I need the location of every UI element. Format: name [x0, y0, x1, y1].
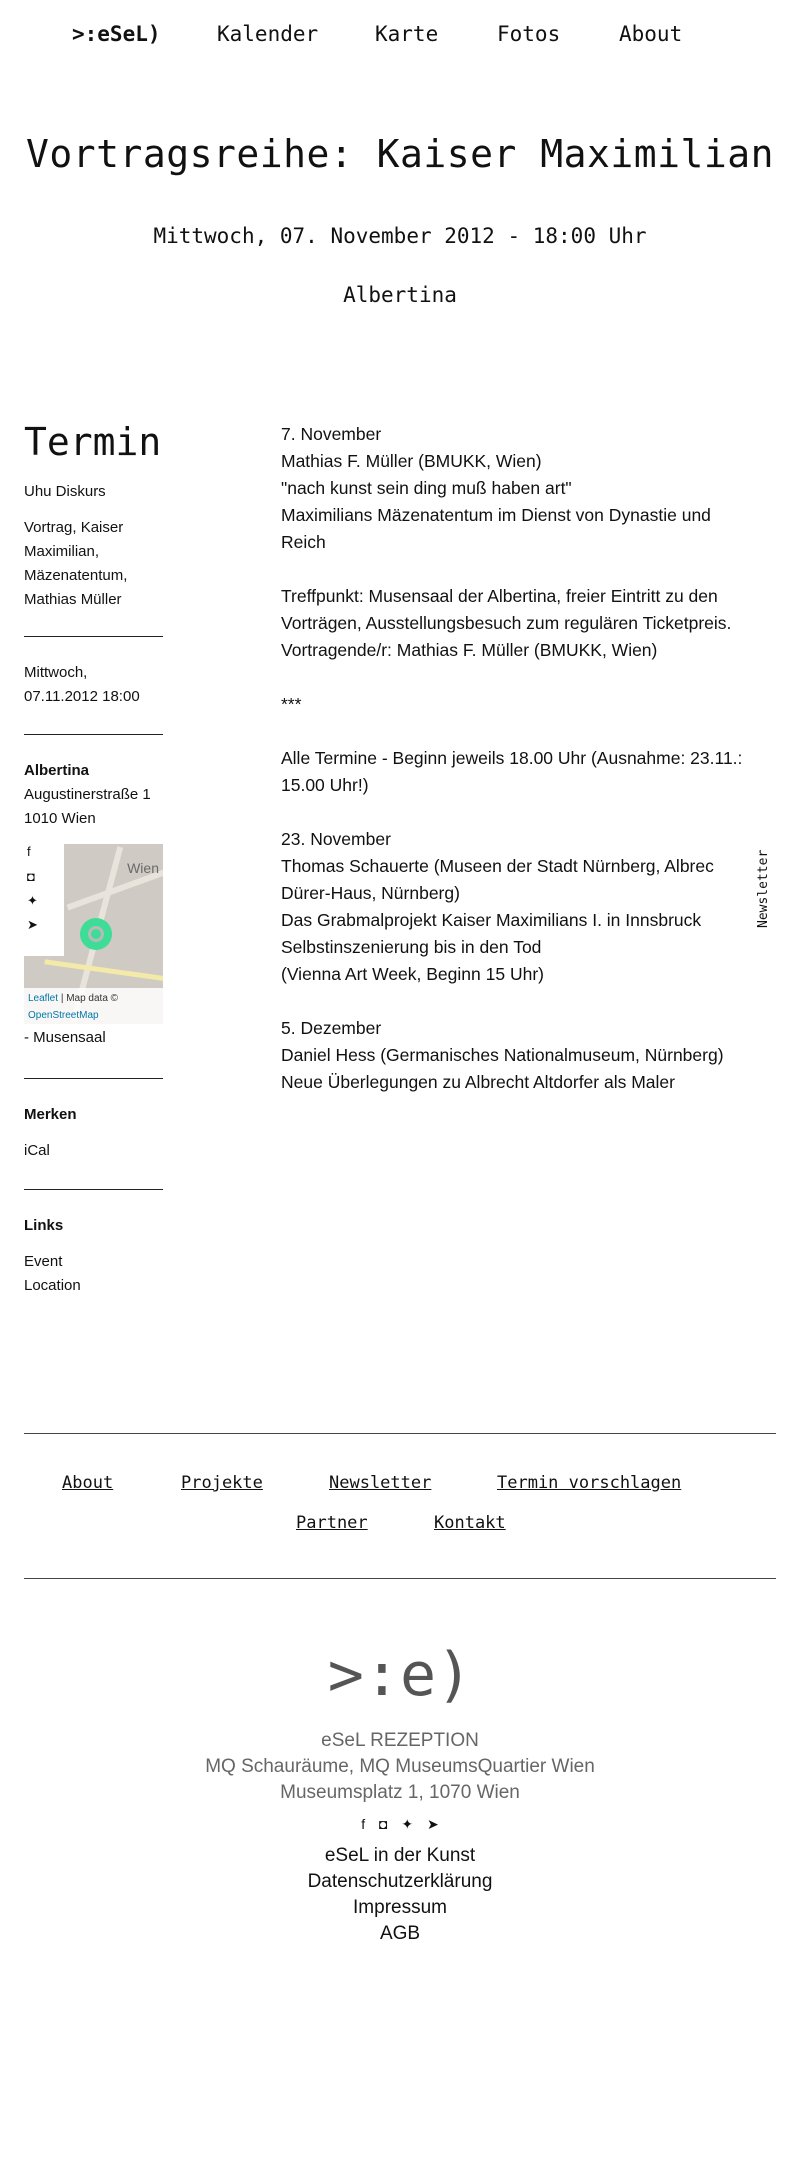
nav-item-fotos[interactable]: Fotos [497, 22, 561, 46]
facebook-icon[interactable]: f [361, 1816, 366, 1832]
footer-link-projekte[interactable]: Projekte [181, 1473, 263, 1493]
telegram-icon[interactable]: ➤ [427, 1816, 439, 1832]
map-data-text: | Map data © [60, 993, 119, 1004]
newsletter-tab-label[interactable]: Newsletter [756, 849, 771, 928]
description-line: "nach kunst sein ding muß haben art" [281, 478, 572, 498]
room-label: - Musensaal [24, 1029, 106, 1046]
description-line: Reich [281, 532, 326, 552]
address-line: MQ Schauräume, MQ MuseumsQuartier Wien [205, 1756, 595, 1777]
address-line: eSeL REZEPTION [321, 1730, 479, 1751]
map-road [44, 959, 163, 983]
footer-link-about[interactable]: About [62, 1473, 114, 1493]
tag-line[interactable]: Vortrag, Kaiser [24, 519, 124, 536]
description-line: Maximilians Mäzenatentum im Dienst von Dynastie und [281, 505, 711, 525]
instagram-icon[interactable]: ◘ [379, 1816, 388, 1832]
footer-link-newsletter[interactable]: Newsletter [329, 1473, 432, 1493]
footer-link-datenschutz[interactable]: Datenschutzerklärung [307, 1871, 493, 1892]
description-line: (Vienna Art Week, Beginn 15 Uhr) [281, 964, 544, 984]
links-list [24, 1250, 164, 1298]
footer-divider-bottom [24, 1578, 776, 1579]
paragraph-gap [281, 664, 771, 691]
description-line: 23. November [281, 829, 391, 849]
event-link[interactable]: Event [24, 1253, 63, 1270]
date-line: 07.11.2012 18:00 [24, 688, 140, 705]
description-line: Treffpunkt: Musensaal der Albertina, freier Eintritt zu den [281, 586, 718, 606]
description-line: Mathias F. Müller (BMUKK, Wien) [281, 451, 542, 471]
twitter-icon[interactable]: ✦ [401, 1816, 414, 1832]
telegram-icon[interactable]: ➤ [27, 917, 38, 932]
description-line: Selbstinszenierung bis in den Tod [281, 937, 542, 957]
nav-item-karte[interactable]: Karte [375, 22, 439, 46]
leaflet-link[interactable]: Leaflet [28, 993, 59, 1004]
paragraph-gap [281, 718, 771, 745]
divider [24, 1189, 163, 1190]
nav-item-kalender[interactable]: Kalender [217, 22, 319, 46]
footer-social [0, 1816, 800, 1833]
footer-bottom-links [0, 1843, 800, 1947]
twitter-icon[interactable]: ✦ [27, 893, 38, 908]
description-line: Vortragende/r: Mathias F. Müller (BMUKK, Wien) [281, 640, 658, 660]
tag-line[interactable]: Mäzenatentum, [24, 567, 128, 584]
location-link[interactable]: Location [24, 1277, 81, 1294]
event-description [281, 421, 771, 1096]
description-line: Alle Termine - Beginn jeweils 18.00 Uhr (Ausnahme: 23.11.: [281, 748, 743, 768]
description-line: 7. November [281, 424, 382, 444]
paragraph-gap [281, 556, 771, 583]
description-line: Vorträgen, Ausstellungsbesuch zum regulären Ticketpreis. [281, 613, 732, 633]
facebook-icon[interactable]: f [27, 844, 31, 859]
footer-link-termin-vorschlagen[interactable]: Termin vorschlagen [497, 1473, 682, 1493]
event-title: Vortragsreihe: Kaiser Maximilian [25, 132, 775, 176]
description-line: 5. Dezember [281, 1018, 382, 1038]
footer-link-partner[interactable]: Partner [296, 1513, 368, 1533]
top-navigation [0, 22, 800, 52]
footer-link-esel-in-der-kunst[interactable]: eSeL in der Kunst [324, 1845, 476, 1866]
divider [24, 734, 163, 735]
location-name[interactable]: Albertina [24, 762, 90, 779]
instagram-icon[interactable]: ◘ [27, 869, 35, 884]
footer-address [0, 1728, 800, 1806]
description-line: 15.00 Uhr!) [281, 775, 369, 795]
footer-link-impressum[interactable]: Impressum [353, 1897, 447, 1918]
description-line: Neue Überlegungen zu Albrecht Altdorfer als Maler [281, 1072, 675, 1092]
address-line: Museumsplatz 1, 1070 Wien [280, 1782, 520, 1803]
map-attribution [24, 988, 163, 1024]
divider [24, 1078, 163, 1079]
tag-line[interactable]: Mathias Müller [24, 591, 122, 608]
event-venue: Albertina [343, 283, 457, 307]
description-line: Daniel Hess (Germanisches Nationalmuseum, Nürnberg) [281, 1045, 724, 1065]
map-city-label: Wien [127, 860, 159, 876]
description-line: Das Grabmalprojekt Kaiser Maximilians I. in Innsbruck [281, 910, 702, 930]
location-map[interactable] [24, 844, 163, 1024]
divider [24, 636, 163, 637]
location-block [24, 759, 164, 831]
description-line: Thomas Schauerte (Museen der Stadt Nürnberg, Albrec [281, 856, 714, 876]
newsletter-tab[interactable] [756, 849, 796, 928]
event-datetime: Mittwoch, 07. November 2012 - 18:00 Uhr [153, 224, 647, 248]
event-category[interactable]: Uhu Diskurs [24, 483, 106, 500]
footer-link-agb[interactable]: AGB [379, 1923, 421, 1944]
nav-item-about[interactable]: About [619, 22, 683, 46]
footer-link-kontakt[interactable]: Kontakt [434, 1513, 506, 1533]
site-logo[interactable]: >:eSeL) [72, 22, 161, 46]
footer-logo: >:e) [327, 1640, 473, 1710]
date-line: Mittwoch, [24, 664, 88, 681]
event-date-block [24, 661, 164, 709]
description-line: *** [281, 694, 302, 714]
address-line: 1010 Wien [24, 810, 96, 827]
osm-link[interactable]: OpenStreetMap [28, 1010, 99, 1021]
ical-link[interactable]: iCal [24, 1142, 50, 1159]
address-line: Augustinerstraße 1 [24, 786, 151, 803]
paragraph-gap [281, 988, 771, 1015]
description-line: Dürer-Haus, Nürnberg) [281, 883, 460, 903]
map-marker-center [88, 926, 104, 942]
sidebar-heading: Termin [24, 420, 162, 464]
links-heading: Links [24, 1217, 64, 1234]
tag-line[interactable]: Maximilian, [24, 543, 100, 560]
footer-divider-top [24, 1433, 776, 1434]
paragraph-gap [281, 799, 771, 826]
event-tags [24, 516, 164, 612]
merken-heading: Merken [24, 1106, 77, 1123]
